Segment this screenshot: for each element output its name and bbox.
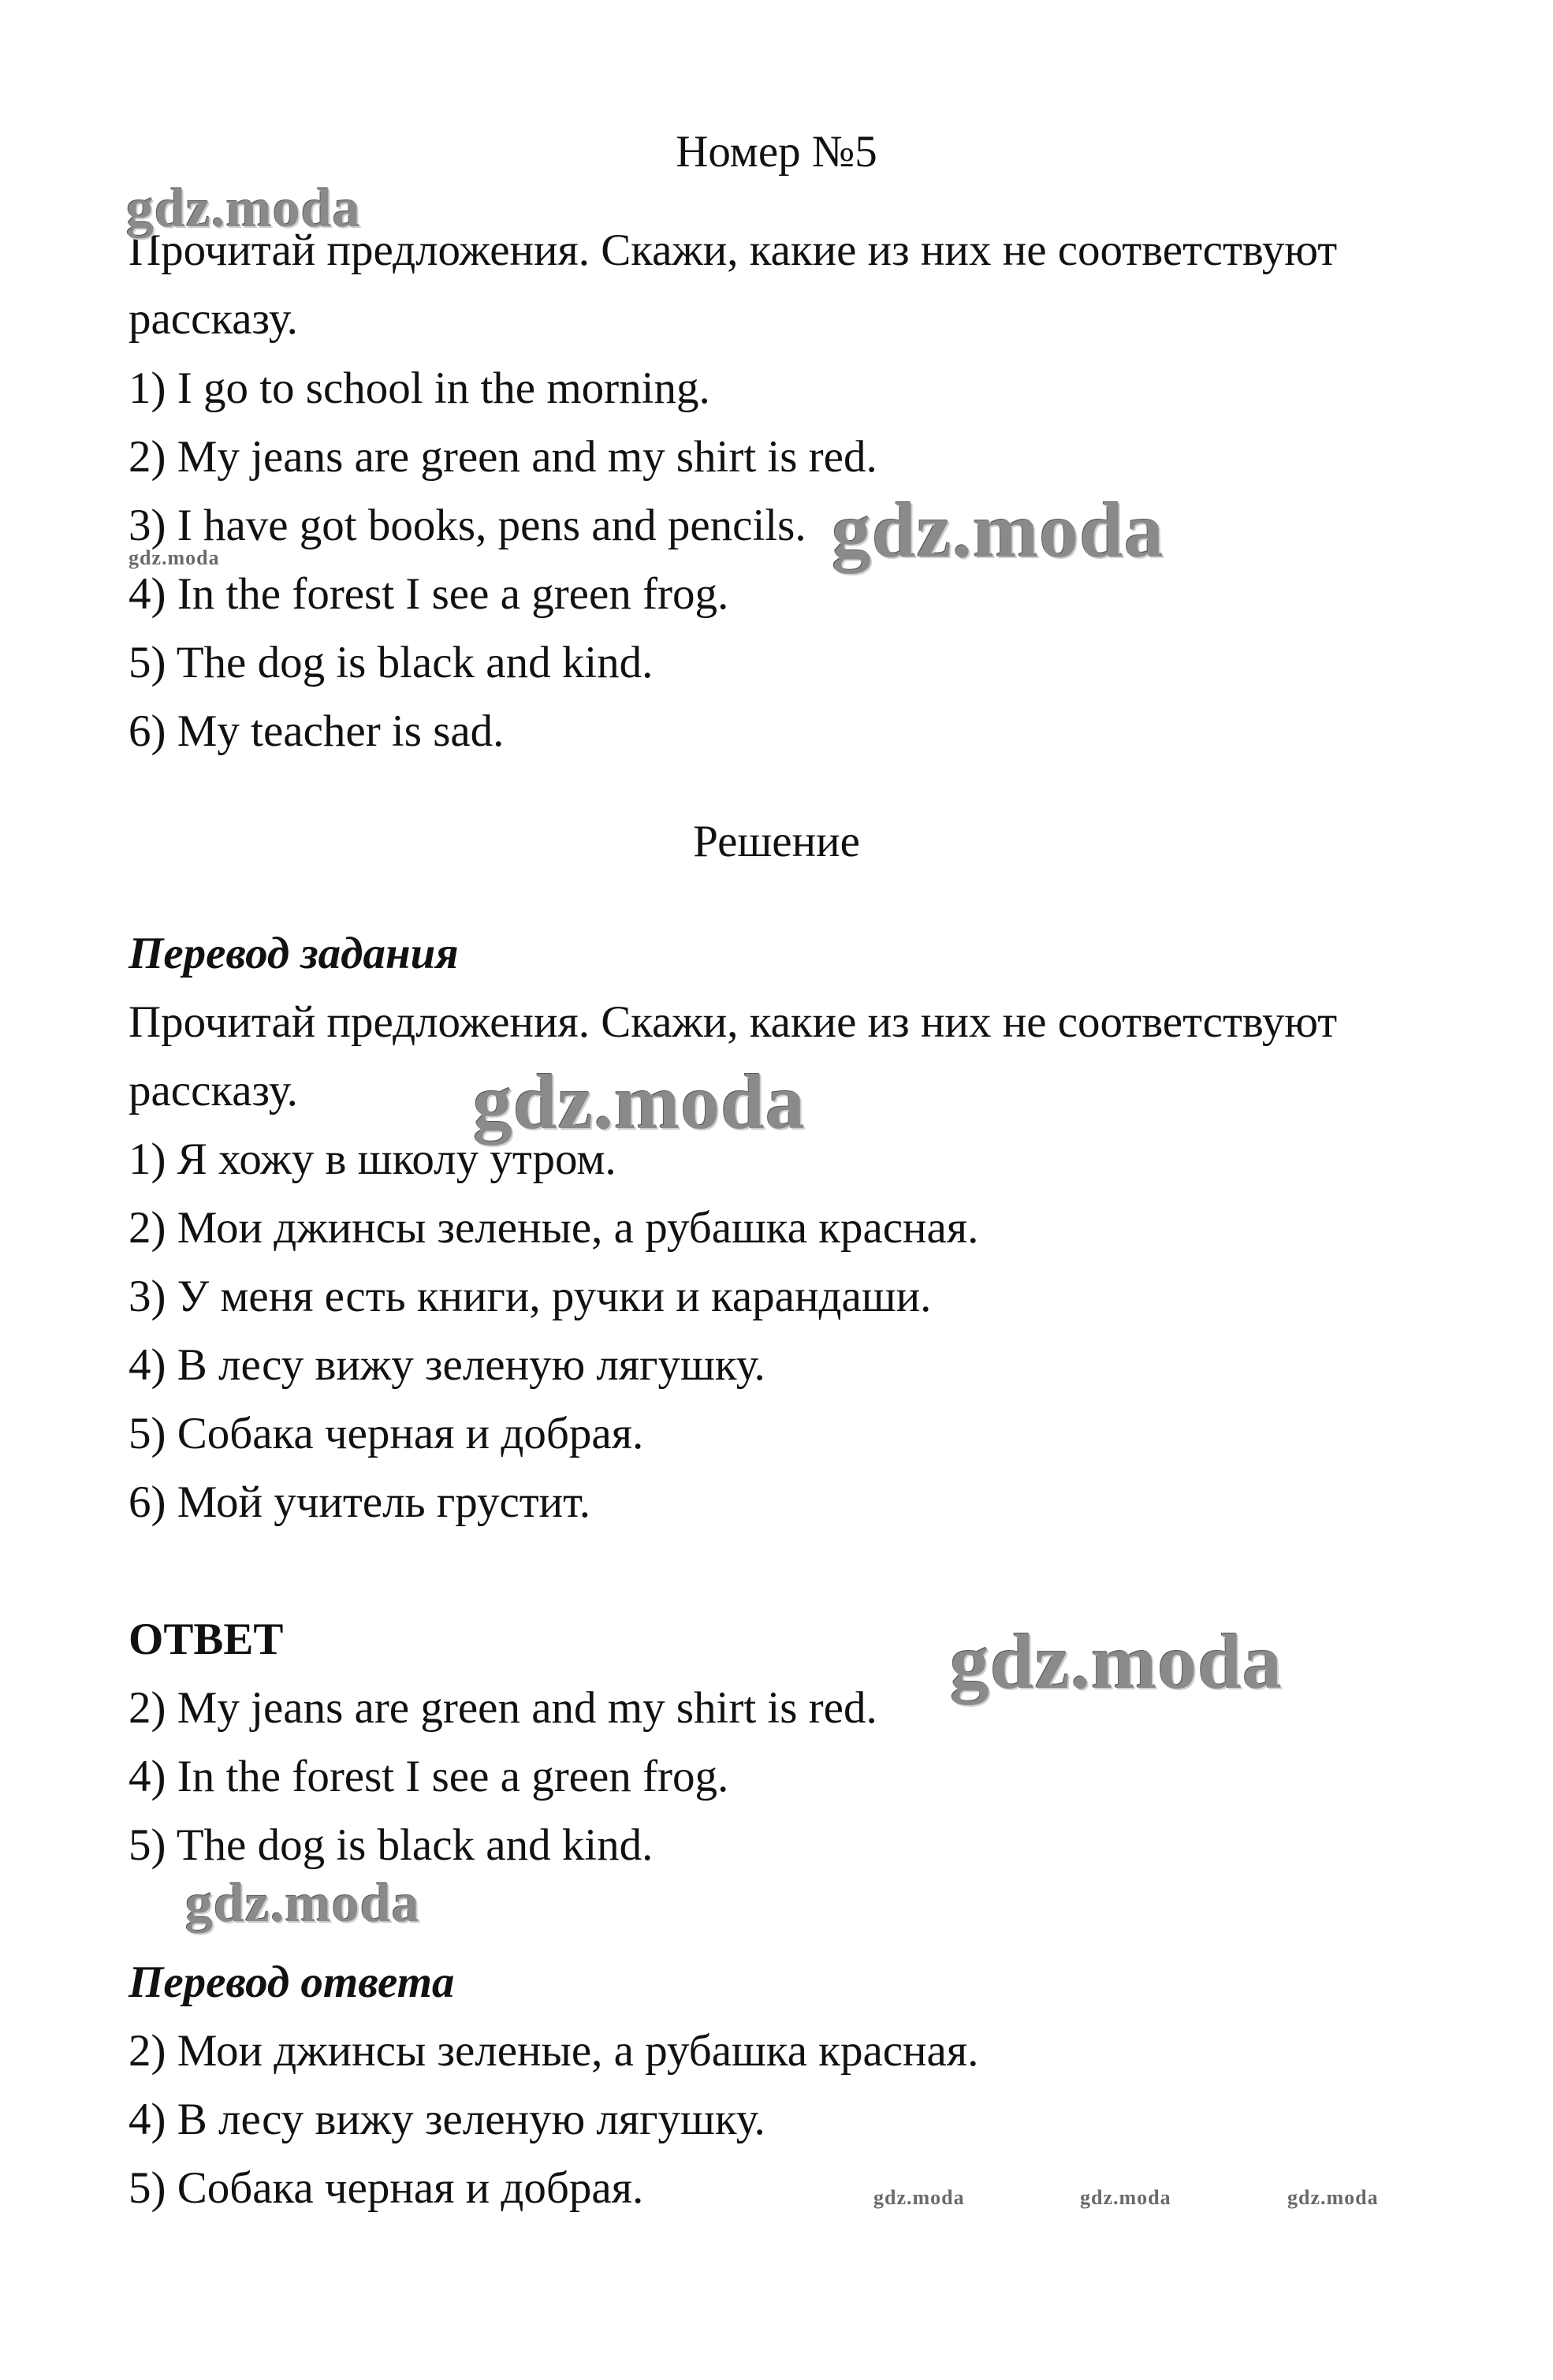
answer-item-2: 4) In the forest I see a green frog. [128,1752,729,1801]
watermark: gdz.moda [873,2186,965,2209]
task-item-6: 6) My teacher is sad. [128,706,505,756]
task-item-5: 5) The dog is black and kind. [128,638,654,687]
translation-text-line-1: Прочитай предложения. Скажи, какие из них не соответствуют [128,997,1338,1047]
watermark: gdz.moda [1287,2186,1379,2209]
answer-translation-item-3: 5) Собака черная и добрая. [128,2163,644,2213]
task-text-line-1: Прочитай предложения. Скажи, какие из них не соответствуют [128,225,1338,275]
answer-heading: ОТВЕТ [128,1615,284,1664]
translation-item-1: 1) Я хожу в школу утром. [128,1134,616,1184]
translation-item-2: 2) Мои джинсы зеленые, а рубашка красная. [128,1203,979,1253]
translation-text-line-2: рассказу. [128,1066,298,1116]
answer-translation-heading: Перевод ответа [128,1957,455,2007]
answer-translation-item-2: 4) В лесу вижу зеленую лягушку. [128,2095,765,2144]
answer-translation-item-1: 2) Мои джинсы зеленые, а рубашка красная. [128,2026,979,2076]
watermark: gdz.moda [128,546,220,569]
watermark: gdz.moda [126,178,361,239]
answer-item-1: 2) My jeans are green and my shirt is red. [128,1683,877,1733]
task-item-4: 4) In the forest I see a green frog. [128,569,729,619]
translation-item-6: 6) Мой учитель грустит. [128,1477,591,1527]
translation-item-4: 4) В лесу вижу зеленую лягушку. [128,1340,765,1390]
task-text-line-2: рассказу. [128,294,298,344]
page-title: Номер №5 [676,127,877,177]
translation-item-5: 5) Собака черная и добрая. [128,1409,644,1458]
answer-item-3: 5) The dog is black and kind. [128,1820,654,1870]
task-item-3: 3) I have got books, pens and pencils. [128,501,806,550]
watermark: gdz.moda [473,1058,806,1145]
translation-heading: Перевод задания [128,929,459,978]
watermark: gdz.moda [950,1618,1283,1705]
task-item-2: 2) My jeans are green and my shirt is red. [128,432,877,482]
watermark: gdz.moda [185,1873,420,1934]
watermark: gdz.moda [832,486,1164,574]
watermark: gdz.moda [1080,2186,1171,2209]
translation-item-3: 3) У меня есть книги, ручки и карандаши. [128,1272,932,1321]
solution-heading: Решение [693,817,860,866]
task-item-1: 1) I go to school in the morning. [128,363,710,413]
